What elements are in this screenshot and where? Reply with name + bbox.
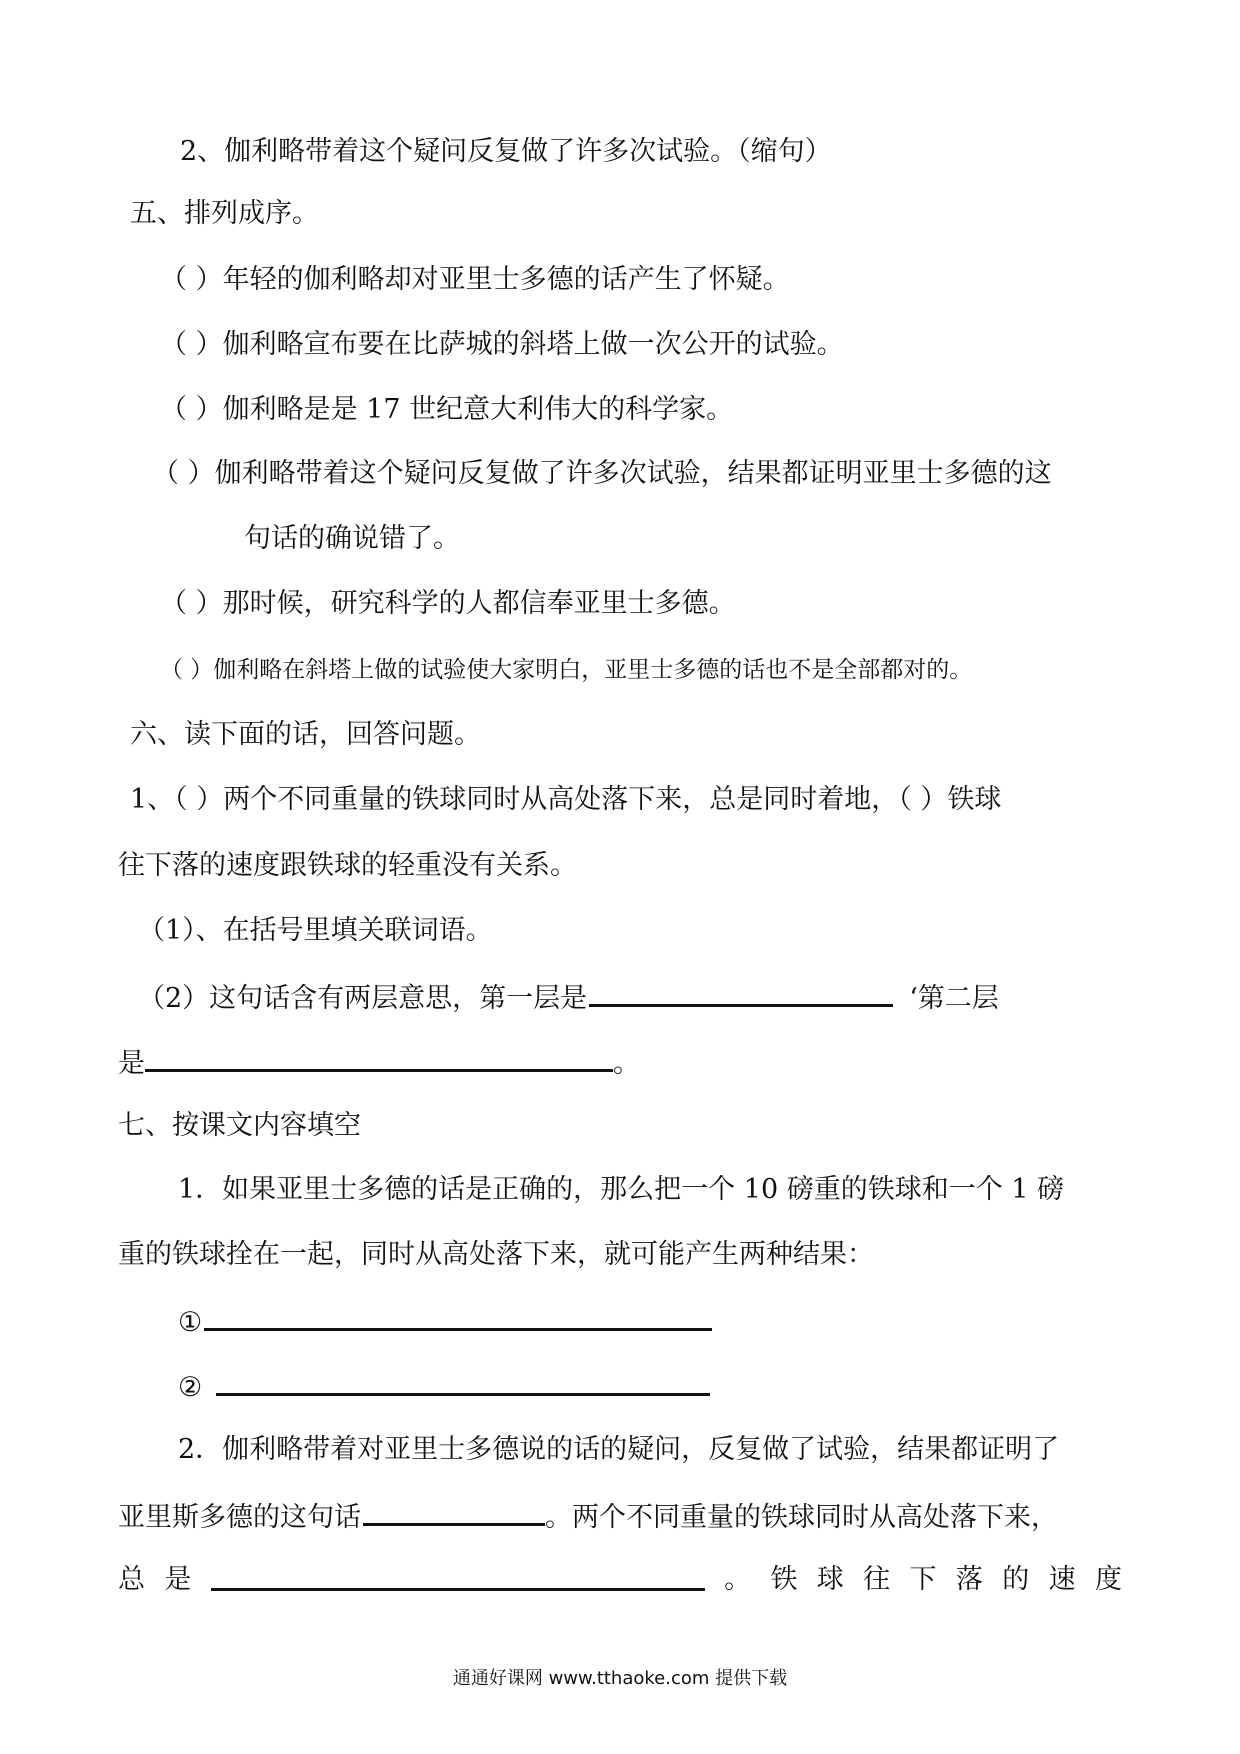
result-2-line (178, 1367, 710, 1406)
section-5-title: 五、排列成序。 (130, 198, 319, 229)
answer-blank-this-sentence[interactable] (363, 1497, 545, 1526)
s7-q1-line1: 1．如果亚里士多德的话是正确的，那么把一个 10 磅重的铁球和一个 1 磅 (178, 1174, 1065, 1205)
answer-blank-result-1[interactable] (204, 1302, 712, 1331)
result-1-line (178, 1302, 712, 1341)
section-6-title: 六、读下面的话，回答问题。 (130, 719, 481, 750)
line3-char: 铁 (770, 1564, 798, 1595)
s6-sub2-is: 是 (118, 1048, 145, 1079)
line3-char: 。 (724, 1564, 752, 1595)
order-item-3: （ ）伽利略是是 17 世纪意大利伟大的科学家。 (160, 394, 734, 425)
s7-q2-line2 (118, 1497, 1058, 1536)
line3-char: 是 (164, 1564, 192, 1595)
s7-q2-line2-tail: 。两个不同重量的铁球同时从高处落下来， (545, 1502, 1058, 1533)
s6-sub2-text: （2）这句话含有两层意思，第一层是 (138, 983, 588, 1014)
line3-char: 速 (1048, 1564, 1076, 1595)
q4-item-2: 2、伽利略带着这个疑问反复做了许多次试验。（缩句） (180, 136, 832, 167)
s6-q1-line1: 1、（ ）两个不同重量的铁球同时从高处落下来，总是同时着地，（ ）铁球 (130, 784, 1002, 815)
s7-q2-line3 (118, 1562, 1122, 1598)
order-item-1: （ ）年轻的伽利略却对亚里士多德的话产生了怀疑。 (160, 264, 790, 295)
line3-char: 往 (863, 1564, 891, 1595)
s7-q2-line3-row (118, 1562, 1122, 1598)
page-footer: 通通好课网 www.tthaoke.com 提供下载 (452, 1668, 788, 1689)
order-item-5: （ ）那时候，研究科学的人都信奉亚里士多德。 (160, 588, 736, 619)
s7-q2-line2-text: 亚里斯多德的这句话 (118, 1502, 361, 1533)
s6-sub1: （1）、在括号里填关联词语。 (138, 915, 493, 946)
order-item-4-cont: 句话的确说错了。 (244, 523, 460, 554)
line3-char: 落 (955, 1564, 983, 1595)
line3-char: 度 (1094, 1564, 1122, 1595)
s6-q1-line2: 往下落的速度跟铁球的轻重没有关系。 (118, 850, 577, 881)
line3-char: 下 (909, 1564, 937, 1595)
line3-char: 总 (118, 1564, 145, 1595)
section-7-title: 七、按课文内容填空 (118, 1110, 361, 1141)
s6-sub2-second-layer: ‘第二层 (909, 983, 999, 1014)
order-item-6: （ ）伽利略在斜塔上做的试验使大家明白，亚里士多德的话也不是全部都对的。 (160, 657, 973, 683)
s7-q2-line1: 2．伽利略带着对亚里士多德说的话的疑问，反复做了试验，结果都证明了 (178, 1434, 1060, 1465)
s6-sub2-line2 (118, 1043, 640, 1082)
order-item-2: （ ）伽利略宣布要在比萨城的斜塔上做一次公开的试验。 (160, 329, 844, 360)
order-item-4: （ ）伽利略带着这个疑问反复做了许多次试验，结果都证明亚里士多德的这 (152, 458, 1052, 489)
answer-blank-layer1[interactable] (589, 978, 893, 1007)
answer-blank-always[interactable] (211, 1562, 705, 1591)
answer-blank-result-2[interactable] (216, 1367, 710, 1396)
answer-blank-layer2[interactable] (145, 1043, 613, 1072)
s6-sub2-period: 。 (613, 1048, 640, 1079)
s6-sub2-line1 (138, 978, 999, 1017)
result-1-marker: ① (178, 1307, 203, 1338)
line3-char: 的 (1002, 1564, 1030, 1595)
s7-q1-line2: 重的铁球拴在一起，同时从高处落下来，就可能产生两种结果： (118, 1239, 874, 1270)
line3-char: 球 (816, 1564, 844, 1595)
result-2-marker: ② (178, 1372, 203, 1403)
